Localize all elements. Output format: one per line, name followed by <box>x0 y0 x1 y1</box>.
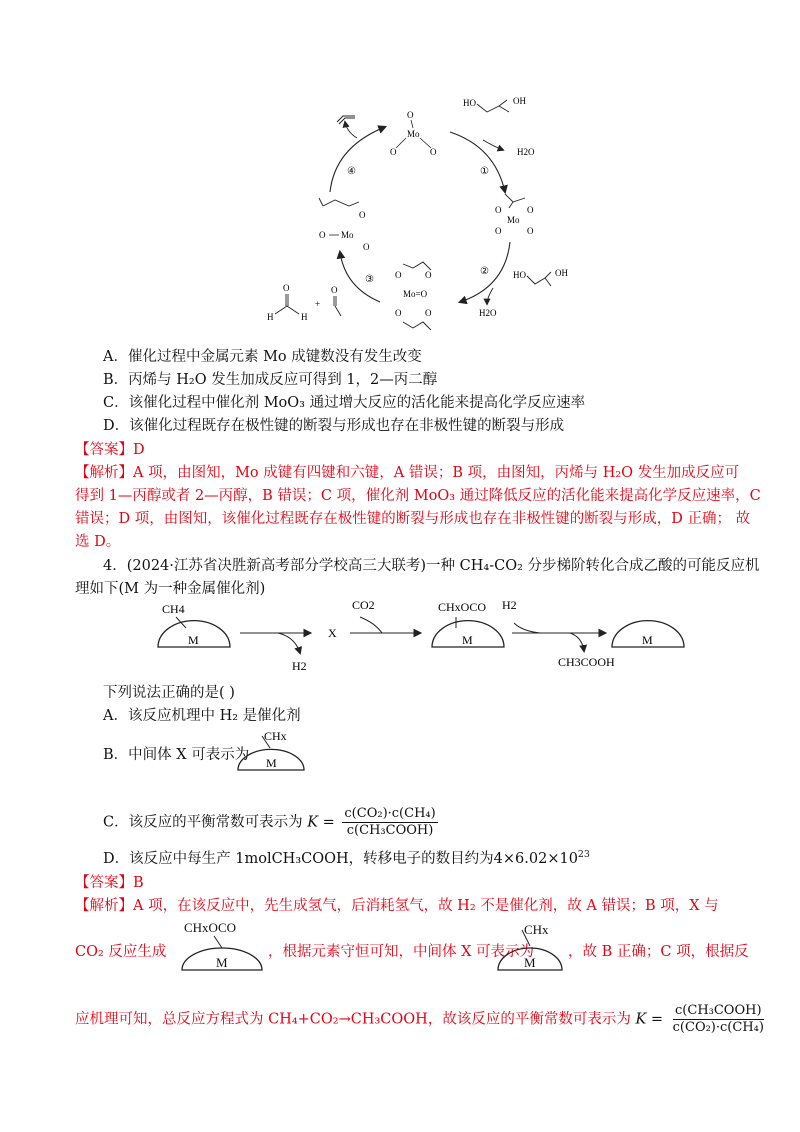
q4-explanation-line-2b: ，根据元素守恒可知，中间体 X 可表示为 <box>268 944 535 960</box>
svg-text:O: O <box>425 270 432 280</box>
q4-option-c-text: C．该反应的平衡常数可表示为 <box>103 814 303 831</box>
svg-text:CHx: CHx <box>264 729 287 743</box>
intermediate-bottom <box>395 262 432 330</box>
propanediol-structure-2 <box>479 268 568 318</box>
svg-text:O: O <box>425 308 432 318</box>
ch4-label: CH4 <box>162 602 185 616</box>
q4-explanation-line-1: 【解析】A 项，在该反应中，先生成氢气，后消耗氢气，故 H₂ 不是催化剂，故 A 错误；B 项，X 与 <box>75 898 719 914</box>
exp2-part-a: CO₂ 反应生成 <box>75 944 167 960</box>
svg-text:O: O <box>331 285 338 295</box>
aldehyde-products <box>267 283 341 322</box>
fraction-denominator-2: c(CO₂)·c(CH₄) <box>672 1020 764 1035</box>
svg-text:O: O <box>395 270 402 280</box>
q4-prompt: 下列说法正确的是( ) <box>103 685 235 701</box>
ch3cooh-label: CH3COOH <box>558 655 615 669</box>
svg-text:M: M <box>524 955 536 970</box>
q4-option-c <box>103 806 438 839</box>
q4-stem-line-2: 理如下(M 为一种金属催化剂) <box>75 581 266 597</box>
svg-text:CHxOCO: CHxOCO <box>184 920 237 935</box>
q4-option-a: A．该反应机理中 H₂ 是催化剂 <box>103 708 301 724</box>
svg-text:O: O <box>495 226 502 236</box>
svg-text:O: O <box>359 210 366 220</box>
svg-text:Mo=O: Mo=O <box>403 289 428 299</box>
step-3-arrow <box>340 252 380 302</box>
svg-text:O: O <box>363 242 370 252</box>
svg-text:HO: HO <box>513 270 526 280</box>
h2-label-2: H2 <box>502 598 517 612</box>
propanediol-structure <box>463 96 526 112</box>
svg-text:M: M <box>642 633 653 647</box>
svg-text:H: H <box>267 312 274 322</box>
chxoco-m-structure <box>178 916 268 974</box>
q4-option-d-exponent: 23 <box>577 849 590 860</box>
q4-option-d-value: 4×6.02×10 <box>493 851 578 867</box>
q4-option-b-text: B．中间体 X 可表示为 <box>103 747 250 763</box>
q4-option-b <box>103 745 249 765</box>
step-3-label: ③ <box>365 274 374 285</box>
svg-text:Mo: Mo <box>507 215 520 225</box>
svg-text:O: O <box>527 226 534 236</box>
svg-text:Mo: Mo <box>341 230 354 240</box>
svg-text:HO: HO <box>463 98 476 108</box>
q4-stem-line-1: 4．(2024·江苏省决胜新高考部分学校高三大联考)一种 CH₄-CO₂ 分步梯阶转化合成乙酸的可能反应机 <box>103 558 760 574</box>
q4-option-d-text: D．该反应中每生产 1molCH₃COOH，转移电子的数目约为 <box>103 851 494 867</box>
step-1-arrow <box>450 132 505 192</box>
propene-structure <box>337 116 355 124</box>
q3-option-a: A．催化过程中金属元素 Mo 成键数没有发生改变 <box>103 349 422 365</box>
k-symbol: K = <box>307 814 335 831</box>
svg-text:M: M <box>462 633 473 647</box>
step-4-label: ④ <box>347 166 356 177</box>
intermediate-left <box>319 198 370 252</box>
svg-text:O: O <box>407 110 414 120</box>
svg-text:O: O <box>430 147 437 157</box>
reaction-scheme <box>150 595 690 675</box>
svg-text:O: O <box>283 283 290 293</box>
step-1-label: ① <box>480 166 489 177</box>
svg-text:O: O <box>527 205 534 215</box>
h2o-label: H2O <box>517 147 535 157</box>
q3-explanation-line-3: 错误；D 项，由图知，该催化过程既存在极性键的断裂与形成也存在非极性键的断裂与形成，D 正确； 故 <box>75 511 751 527</box>
q3-explanation-line-2: 得到 1—丙醇或者 2—丙醇，B 错误；C 项，催化剂 MoO₃ 通过降低反应的活化能来提高化学反应速率，C <box>75 488 761 504</box>
k-symbol-2: K = <box>635 1011 664 1028</box>
intermediate-right <box>495 194 534 236</box>
svg-text:O: O <box>395 308 402 318</box>
svg-text:H2O: H2O <box>479 308 497 318</box>
svg-text:H: H <box>301 312 308 322</box>
fraction-numerator: c(CO₂)·c(CH₄) <box>344 806 436 821</box>
svg-text:M: M <box>216 955 228 970</box>
step-2-label: ② <box>480 266 489 277</box>
step-4-arrow <box>330 127 385 192</box>
q3-answer: 【答案】D <box>75 442 145 458</box>
q4-explanation-line-2c: ，故 B 正确；C 项，根据反 <box>568 944 749 960</box>
svg-text:O: O <box>390 147 397 157</box>
intermediate-x-structure <box>236 726 306 774</box>
svg-text:O: O <box>495 205 502 215</box>
catalytic-cycle-diagram <box>255 92 585 332</box>
fraction-denominator: c(CH₃COOH) <box>346 823 434 838</box>
q4-explanation-line-2 <box>75 942 166 962</box>
chxoco-label: CHxOCO <box>438 600 487 614</box>
q4-explanation-line-3 <box>75 1003 766 1036</box>
svg-text:Mo: Mo <box>407 129 420 139</box>
svg-text:OH: OH <box>513 96 526 106</box>
q3-explanation-line-1: 【解析】A 项，由图知，Mo 成键有四键和六键，A 错误；B 项，由图知，丙烯与 H₂O 发生加成反应可 <box>75 465 740 481</box>
chx-m-structure <box>494 916 566 974</box>
q4-answer: 【答案】B <box>75 875 144 891</box>
q3-option-b: B．丙烯与 H₂O 发生加成反应可得到 1，2—丙二醇 <box>103 372 438 388</box>
svg-text:CHx: CHx <box>524 922 549 937</box>
q3-option-c: C．该催化过程中催化剂 MoO₃ 通过增大反应的活化能来提高化学反应速率 <box>103 395 586 411</box>
q4-option-c-fraction <box>342 806 437 839</box>
svg-text:OH: OH <box>555 268 568 278</box>
fraction-numerator-2: c(CH₃COOH) <box>675 1003 762 1018</box>
svg-text:O: O <box>319 230 326 240</box>
svg-text:M: M <box>188 633 199 647</box>
q3-explanation-line-4: 选 D。 <box>75 534 121 550</box>
q4-explanation-fraction <box>671 1003 766 1036</box>
q3-option-d: D．该催化过程既存在极性键的断裂与形成也存在非极性键的断裂与形成 <box>103 418 565 434</box>
exp3-text: 应机理可知，总反应方程式为 CH₄+CO₂→CH₃COOH，故该反应的平衡常数可表示为 <box>75 1011 631 1028</box>
co2-label: CO2 <box>352 598 375 612</box>
x-label: X <box>328 626 337 640</box>
h2-label-1: H2 <box>292 659 307 673</box>
svg-text:+: + <box>315 299 321 309</box>
moo3-structure <box>390 110 437 157</box>
q4-option-d <box>103 845 590 869</box>
svg-text:M: M <box>266 756 277 770</box>
